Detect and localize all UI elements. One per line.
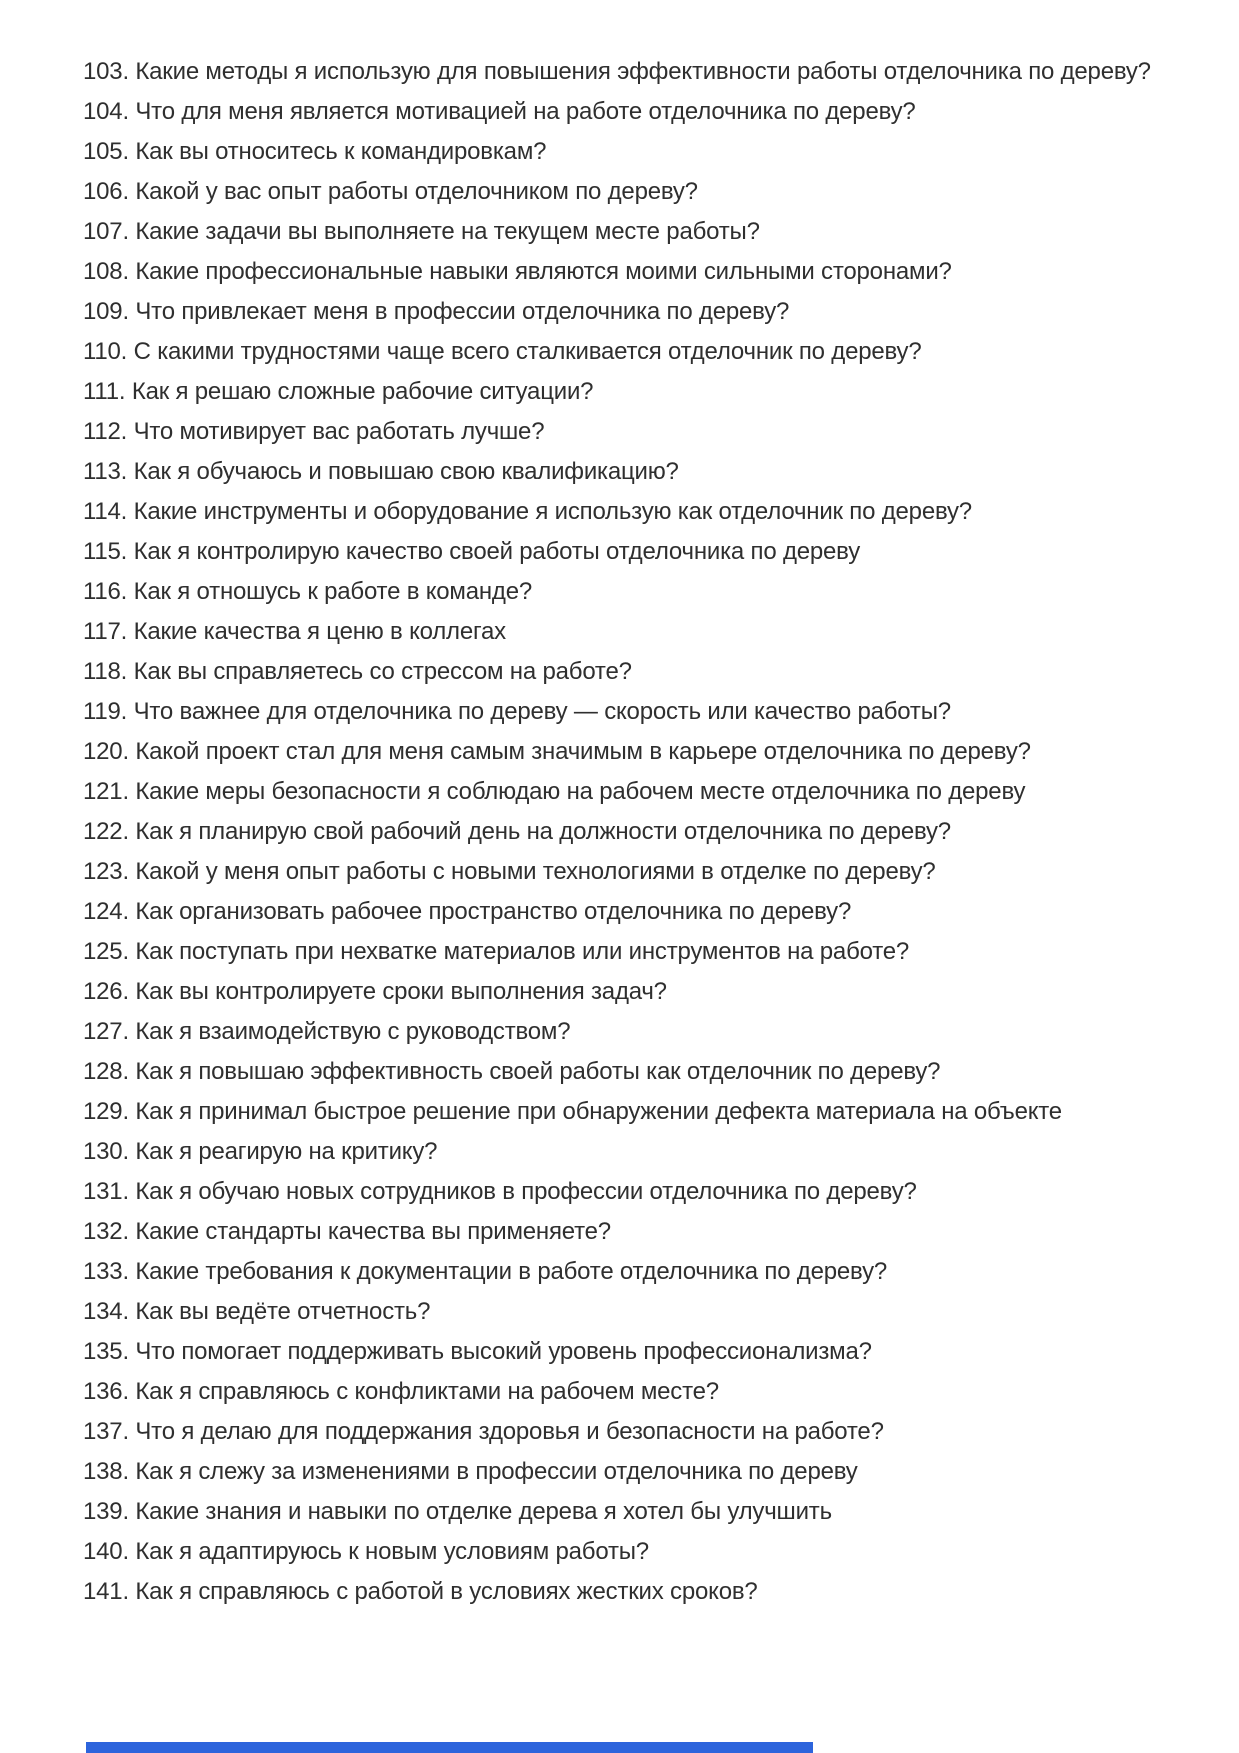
bottom-blue-bar bbox=[86, 1742, 813, 1753]
question-item: 127. Как я взаимодействую с руководством? bbox=[83, 1018, 571, 1045]
question-item: 128. Как я повышаю эффективность своей работы как отделочник по дереву? bbox=[83, 1058, 941, 1085]
question-item: 138. Как я слежу за изменениями в профессии отделочника по дереву bbox=[83, 1458, 858, 1485]
question-item: 109. Что привлекает меня в профессии отделочника по дереву? bbox=[83, 298, 790, 325]
question-item: 107. Какие задачи вы выполняете на текущем месте работы? bbox=[83, 218, 760, 245]
question-item: 133. Какие требования к документации в работе отделочника по дереву? bbox=[83, 1258, 888, 1285]
question-item: 140. Как я адаптируюсь к новым условиям работы? bbox=[83, 1538, 649, 1565]
question-item: 113. Как я обучаюсь и повышаю свою квалификацию? bbox=[83, 458, 679, 485]
question-item: 115. Как я контролирую качество своей работы отделочника по дереву bbox=[83, 538, 861, 565]
question-item: 114. Какие инструменты и оборудование я использую как отделочник по дереву? bbox=[83, 498, 972, 525]
question-list bbox=[83, 52, 1161, 1612]
question-item: 129. Как я принимал быстрое решение при обнаружении дефекта материала на объекте bbox=[83, 1098, 1062, 1125]
question-item: 117. Какие качества я ценю в коллегах bbox=[83, 618, 506, 645]
question-item: 121. Какие меры безопасности я соблюдаю на рабочем месте отделочника по дереву bbox=[83, 778, 1026, 805]
question-item: 132. Какие стандарты качества вы применяете? bbox=[83, 1218, 611, 1245]
question-item: 110. С какими трудностями чаще всего сталкивается отделочник по дереву? bbox=[83, 338, 922, 365]
question-item: 124. Как организовать рабочее пространство отделочника по дереву? bbox=[83, 898, 852, 925]
question-item: 108. Какие профессиональные навыки являются моими сильными сторонами? bbox=[83, 258, 952, 285]
question-item: 139. Какие знания и навыки по отделке дерева я хотел бы улучшить bbox=[83, 1498, 832, 1525]
question-item: 141. Как я справляюсь с работой в условиях жестких сроков? bbox=[83, 1578, 758, 1605]
question-item: 120. Какой проект стал для меня самым значимым в карьере отделочника по дереву? bbox=[83, 738, 1031, 765]
question-item: 122. Как я планирую свой рабочий день на должности отделочника по дереву? bbox=[83, 818, 951, 845]
question-item: 125. Как поступать при нехватке материалов или инструментов на работе? bbox=[83, 938, 910, 965]
question-item: 112. Что мотивирует вас работать лучше? bbox=[83, 418, 545, 445]
question-item: 105. Как вы относитесь к командировкам? bbox=[83, 138, 547, 165]
question-item: 130. Как я реагирую на критику? bbox=[83, 1138, 438, 1165]
question-item: 134. Как вы ведёте отчетность? bbox=[83, 1298, 431, 1325]
question-item: 118. Как вы справляетесь со стрессом на работе? bbox=[83, 658, 632, 685]
question-item: 123. Какой у меня опыт работы с новыми технологиями в отделке по дереву? bbox=[83, 858, 936, 885]
question-item: 126. Как вы контролируете сроки выполнения задач? bbox=[83, 978, 667, 1005]
question-item: 104. Что для меня является мотивацией на работе отделочника по дереву? bbox=[83, 98, 916, 125]
question-item: 137. Что я делаю для поддержания здоровья и безопасности на работе? bbox=[83, 1418, 884, 1445]
question-item: 131. Как я обучаю новых сотрудников в профессии отделочника по дереву? bbox=[83, 1178, 917, 1205]
question-item: 136. Как я справляюсь с конфликтами на рабочем месте? bbox=[83, 1378, 719, 1405]
question-item: 119. Что важнее для отделочника по дереву — скорость или качество работы? bbox=[83, 698, 951, 725]
question-item: 116. Как я отношусь к работе в команде? bbox=[83, 578, 533, 605]
question-item: 106. Какой у вас опыт работы отделочником по дереву? bbox=[83, 178, 698, 205]
question-item: 135. Что помогает поддерживать высокий уровень профессионализма? bbox=[83, 1338, 872, 1365]
question-item: 103. Какие методы я использую для повышения эффективности работы отделочника по дереву? bbox=[83, 58, 1151, 85]
question-item: 111. Как я решаю сложные рабочие ситуации? bbox=[83, 378, 594, 405]
